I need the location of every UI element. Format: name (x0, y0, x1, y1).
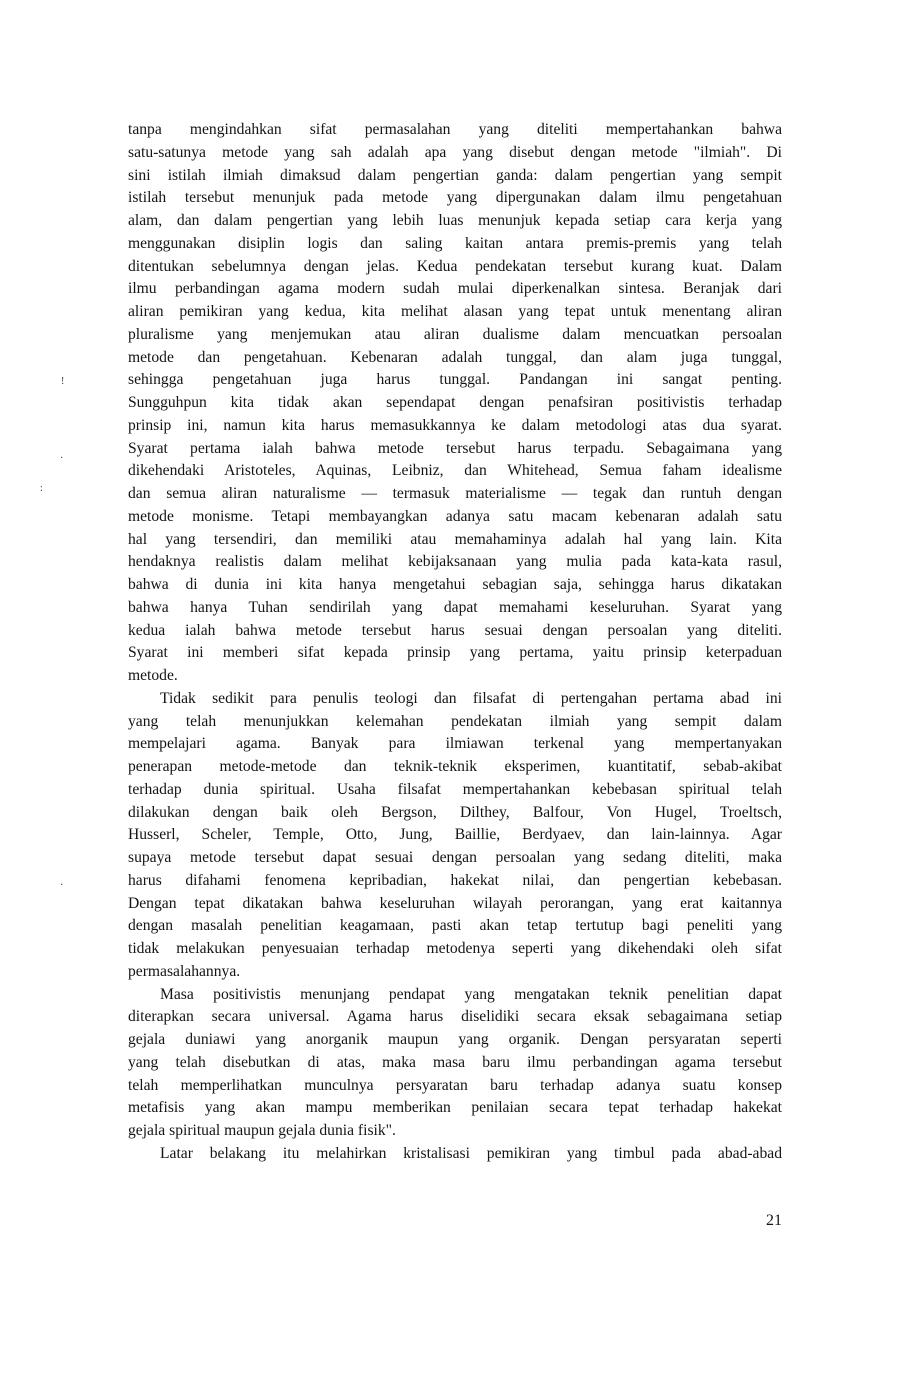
page-number: 21 (766, 1212, 782, 1229)
text-line: permasalahannya. (128, 962, 241, 980)
text-line: gejala spiritual maupun gejala dunia fisik". (128, 1122, 396, 1139)
text-line: dengan masalah penelitian keagamaan, pasti akan tetap tertutup bagi peneliti yang (128, 917, 782, 935)
text-line: bahwa hanya Tuhan sendirilah yang dapat memahami keseluruhan. Syarat yang (128, 598, 782, 616)
text-line: mempelajari agama. Banyak para ilmiawan terkenal yang mempertanyakan (128, 735, 782, 753)
text-line: Syarat ini memberi sifat kepada prinsip yang pertama, yaitu prinsip keterpaduan (128, 644, 782, 662)
text-line: Dengan tepat dikatakan bahwa keseluruhan wilayah perorangan, yang erat kaitannya (128, 894, 782, 912)
text-line: prinsip ini, namun kita harus memasukkannya ke dalam metodologi atas dua syarat. (128, 416, 782, 434)
text-line: pluralisme yang menjemukan atau aliran dualisme dalam mencuatkan persoalan (128, 325, 782, 343)
text-line: supaya metode tersebut dapat sesuai dengan persoalan yang sedang diteliti, maka (128, 849, 782, 866)
text-line: Masa positivistis menunjang pendapat yang mengatakan teknik penelitian dapat (160, 985, 782, 1003)
text-line: sehingga pengetahuan juga harus tunggal. Pandangan ini sangat penting. (128, 371, 782, 389)
text-line: gejala duniawi yang anorganik maupun yang organik. Dengan persyaratan seperti (128, 1031, 782, 1048)
text-line: dilakukan dengan baik oleh Bergson, Dilthey, Balfour, Von Hugel, Troeltsch, (128, 803, 782, 821)
text-line: tidak melakukan penyesuaian terhadap metodenya seperti yang dikehendaki oleh sifat (128, 940, 782, 957)
document-page (128, 119, 782, 1166)
paragraph-3 (128, 984, 782, 1143)
text-line: diterapkan secara universal. Agama harus diselidiki secara eksak sebagaimana setiap (128, 1008, 782, 1026)
text-line: hendaknya realistis dalam melihat kebijaksanaan yang mulia pada kata-kata rasul, (128, 553, 782, 571)
text-line: Tidak sedikit para penulis teologi dan filsafat di pertengahan pertama abad ini (160, 689, 782, 707)
text-line: metode. (128, 667, 178, 684)
text-line: Syarat pertama ialah bahwa metode tersebut harus terpadu. Sebagaimana yang (128, 439, 782, 457)
text-line: dikehendaki Aristoteles, Aquinas, Leibniz, dan Whitehead, Semua faham idealisme (128, 462, 782, 480)
text-line: penerapan metode-metode dan teknik-teknik eksperimen, kuantitatif, sebab-akibat (128, 758, 782, 775)
text-line: terhadap dunia spiritual. Usaha filsafat mempertahankan kebebasan spiritual telah (128, 780, 782, 798)
text-line: ilmu perbandingan agama modern sudah mulai diperkenalkan sintesa. Beranjak dari (128, 280, 782, 298)
text-line: metode dan pengetahuan. Kebenaran adalah tunggal, dan alam juga tunggal, (128, 348, 782, 366)
text-line: aliran pemikiran yang kedua, kita melihat alasan yang tepat untuk menentang aliran (128, 303, 782, 320)
text-line: Latar belakang itu melahirkan kristalisasi pemikiran yang timbul pada abad-abad (160, 1144, 782, 1162)
text-line: harus difahami fenomena kepribadian, hakekat nilai, dan pengertian kebebasan. (128, 871, 782, 889)
text-line: hal yang tersendiri, dan memiliki atau memahaminya adalah hal yang lain. Kita (128, 530, 782, 548)
text-line: yang telah disebutkan di atas, maka masa baru ilmu perbandingan agama tersebut (128, 1053, 782, 1071)
text-line: metafisis yang akan mampu memberikan penilaian secara tepat terhadap hakekat (128, 1099, 782, 1117)
text-line: menggunakan disiplin logis dan saling kaitan antara premis-premis yang telah (128, 234, 782, 252)
text-line: yang telah menunjukkan kelemahan pendekatan ilmiah yang sempit dalam (128, 712, 782, 730)
paragraph-2 (128, 688, 782, 984)
scan-speck: : (40, 483, 43, 494)
text-line: bahwa di dunia ini kita hanya mengetahui sebagian saja, sehingga harus dikatakan (128, 576, 782, 593)
text-line: telah memperlihatkan munculnya persyaratan baru terhadap adanya suatu konsep (128, 1076, 782, 1094)
text-line: Husserl, Scheler, Temple, Otto, Jung, Baillie, Berdyaev, dan lain-lainnya. Agar (128, 826, 782, 844)
text-line: tanpa mengindahkan sifat permasalahan yang diteliti mempertahankan bahwa (128, 121, 782, 138)
text-line: metode monisme. Tetapi membayangkan adanya satu macam kebenaran adalah satu (128, 507, 782, 525)
text-line: kedua ialah bahwa metode tersebut harus sesuai dengan persoalan yang diteliti. (128, 621, 782, 639)
text-line: ditentukan sebelumnya dengan jelas. Kedua pendekatan tersebut kurang kuat. Dalam (128, 257, 782, 275)
text-line: Sungguhpun kita tidak akan sependapat dengan penafsiran positivistis terhadap (128, 394, 782, 411)
paragraph-1 (128, 119, 782, 688)
scan-speck: · (60, 880, 64, 891)
text-line: sini istilah ilmiah dimaksud dalam pengertian ganda: dalam pengertian yang sempit (128, 166, 782, 184)
text-line: istilah tersebut menunjuk pada metode yang dipergunakan dalam ilmu pengetahuan (128, 189, 782, 207)
text-line: alam, dan dalam pengertian yang lebih luas menunjuk kepada setiap cara kerja yang (128, 212, 782, 229)
scan-speck: ǃ (61, 376, 65, 387)
text-line: satu-satunya metode yang sah adalah apa yang disebut dengan metode "ilmiah". Di (128, 143, 782, 161)
scan-speck: · (60, 453, 64, 464)
text-line: dan semua aliran naturalisme — termasuk materialisme — tegak dan runtuh dengan (128, 485, 782, 502)
paragraph-4 (128, 1143, 782, 1166)
